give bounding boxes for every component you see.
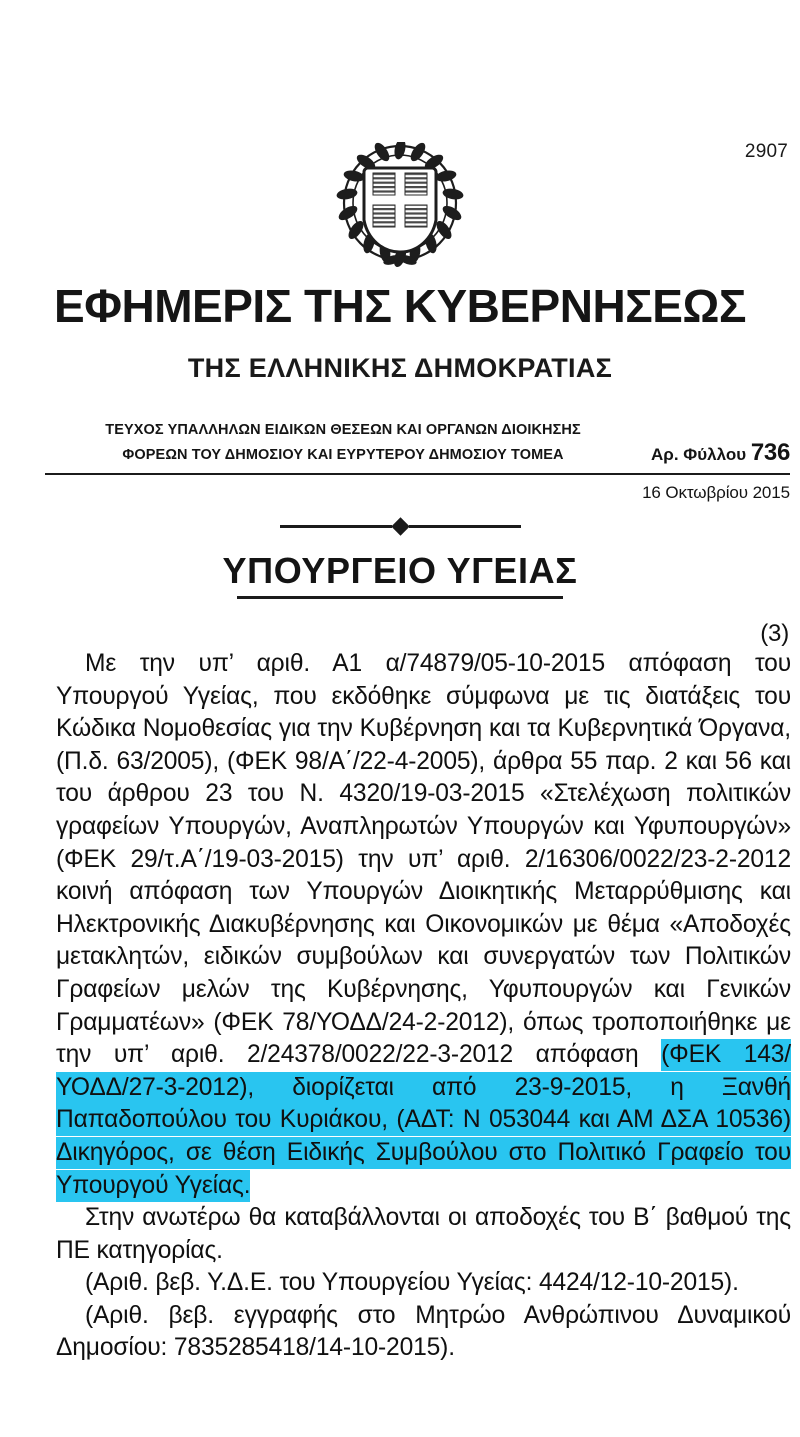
appointment-highlight: (ΦΕΚ 143/ΥΟΔΔ/27-3-2012), διορίζεται από 23-9-2015, η Ξανθή Παπαδοπούλου του Κυριάκου, (ΑΔΤ: Ν 053044 και ΑΜ ΔΣΑ 10536) Δικηγόρος, σε θέση Ειδικής Συμβούλου στο Πολιτικό Γραφείο του Υπουργού Υγείας. [56,1039,791,1201]
gazette-subtitle: ΤΗΣ ΕΛΛΗΝΙΚΗΣ ΔΗΜΟΚΡΑΤΙΑΣ [187,353,613,383]
masthead-rule [45,473,790,475]
registry-certification-paragraph: (Αριθ. βεβ. εγγραφής στο Μητρώο Ανθρώπινου Δυναμικού Δημοσίου: 7835285418/14-10-2015). [56,1301,791,1362]
issue-date: 16 Οκτωβρίου 2015 [642,483,790,502]
salary-paragraph: Στην ανωτέρω θα καταβάλλονται οι αποδοχές του Β΄ βαθμού της ΠΕ κατηγορίας. [56,1204,791,1264]
diamond-icon [391,517,409,535]
gazette-title: ΕΦΗΜΕΡΙΣ ΤΗΣ ΚΥΒΕΡΝΗΣΕΩΣ [54,280,746,332]
ministry-underline [237,596,564,599]
issue-number-group [651,439,790,468]
issue-type-line-1: ΤΕΥΧΟΣ ΥΠΑΛΛΗΛΩΝ ΕΙΔΙΚΩΝ ΘΕΣΕΩΝ ΚΑΙ ΟΡΓΑΝΩΝ ΔΙΟΙΚΗΣΗΣ [105,422,581,438]
ministry-title-box [223,552,578,599]
issue-type-lines [45,418,651,468]
issue-number-label: Αρ. Φύλλου [651,445,747,464]
hellenic-republic-coat-of-arms-icon [336,142,464,268]
certification-ydе-paragraph: (Αριθ. βεβ. Υ.Δ.Ε. του Υπουργείου Υγείας: 4424/12-10-2015). [85,1269,739,1297]
page-number: 2907 [744,141,788,162]
decision-paragraph [56,648,791,1202]
issue-descriptor-block [45,418,790,503]
issue-type-line-2: ΦΟΡΕΩΝ ΤΟΥ ΔΗΜΟΣΙΟΥ ΚΑΙ ΕΥΡΥΤΕΡΟΥ ΔΗΜΟΣΙΟΥ ΤΟΜΕΑ [122,447,564,463]
body-column [56,648,791,1365]
separator-line-right [409,525,521,528]
item-number: (3) [760,620,789,647]
emblem-container [0,142,800,268]
ministry-heading-container [0,552,800,599]
decision-text-plain: Με την υπ’ αριθ. Α1 α/74879/05-10-2015 απόφαση του Υπουργού Υγείας, που εκδόθηκε σύμφωνα με τις διατάξεις του Κώδικα Νομοθεσίας για την Κυβέρνηση και τα Κυβερνητικά Όργανα, (Π.δ. 63/2005), (ΦΕΚ 98/Α΄/22-4-2005), άρθρα 55 παρ. 2 και 56 και του άρθρου 23 του Ν. 4320/19-03-2015 «Στελέχωση πολιτικών γραφείων Υπουργών, Αναπληρωτών Υπουργών και Υφυπουργών» (ΦΕΚ 29/τ.Α΄/19-03-2015) την υπ’ αριθ. 2/16306/0022/23-2-2012 κοινή απόφαση των Υπουργών Διοικητικής Μεταρρύθμισης και Ηλεκτρονικής Διακυβέρνησης και Οικονομικών με θέμα «Αποδοχές μετακλητών, ειδικών συμβούλων και συνεργατών των Πολιτικών Γραφείων μελών της Κυβέρνησης, Υφυπουργών και Γενικών Γραμματέων» (ΦΕΚ 78/ΥΟΔΔ/24-2-2012), όπως τροποποιήθηκε με την υπ’ αριθ. 2/24378/0022/22-3-2012 απόφαση [56,650,791,1069]
issue-row [45,418,790,468]
separator-line-left [280,525,392,528]
ministry-title: ΥΠΟΥΡΓΕΙΟ ΥΓΕΙΑΣ [222,550,578,591]
diamond-separator [0,520,800,533]
issue-number-value: 736 [750,439,790,466]
